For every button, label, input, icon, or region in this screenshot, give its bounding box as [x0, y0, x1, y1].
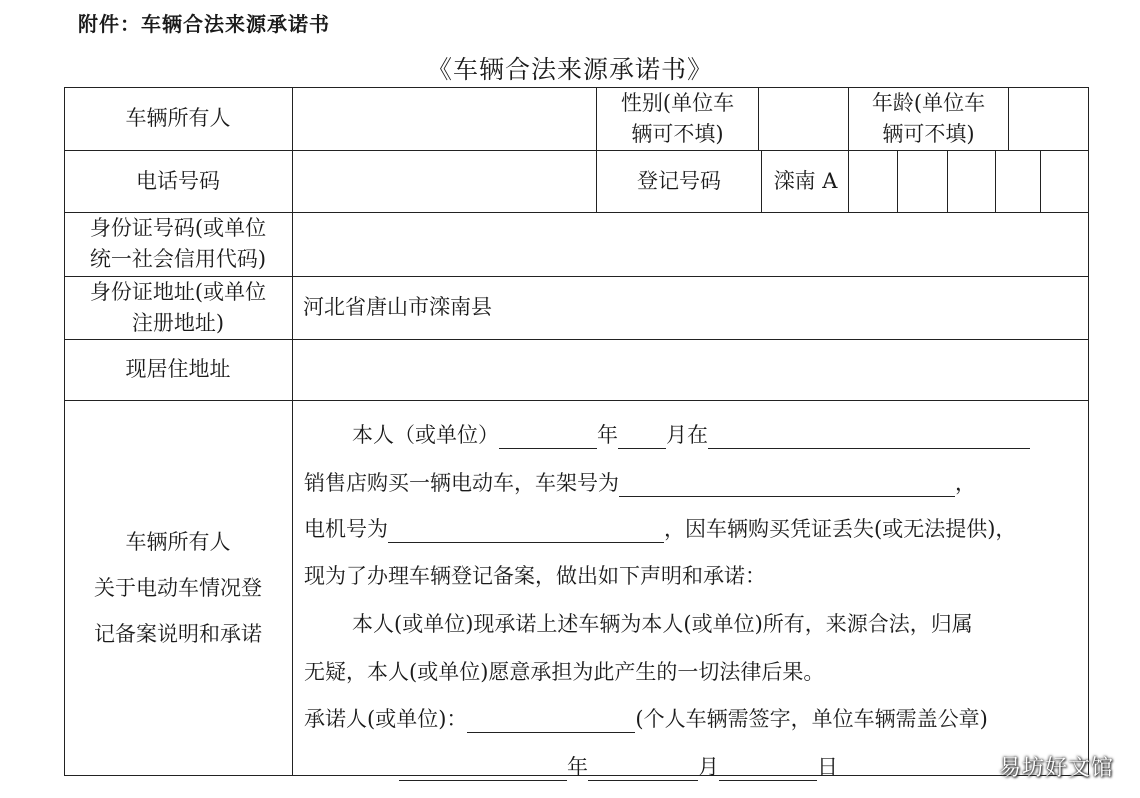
statement-line-2: [304, 467, 976, 497]
phone-label: 电话号码: [136, 168, 220, 193]
id-number-label: [64, 212, 292, 276]
plate-label: 登记号码: [637, 168, 721, 193]
statement-text: (个人车辆需签字，单位车辆需盖公章): [635, 707, 988, 731]
statement-text: ，因车辆购买凭证丢失(或无法提供)，: [664, 517, 1017, 541]
statement-text: 月在: [666, 423, 708, 447]
statement-text: ，: [955, 471, 976, 495]
statement-text: 年: [597, 423, 618, 447]
statement-line-7: [304, 703, 988, 733]
statement-label: [64, 400, 292, 775]
statement-line-4: [304, 560, 766, 590]
frame-number-blank[interactable]: [619, 472, 955, 497]
statement-line-3: [304, 513, 1016, 543]
attachment-heading: 附件：车辆合法来源承诺书: [78, 12, 330, 36]
statement-text: 承诺人(或单位)：: [304, 707, 468, 731]
gender-label-line: 辆可不填): [631, 121, 724, 146]
plate-prefix: 滦南 A: [773, 168, 838, 193]
residence-label: 现居住地址: [125, 357, 231, 381]
statement-text: 销售店购买一辆电动车，车架号为: [304, 471, 619, 495]
plate-digit-box[interactable]: [849, 150, 897, 212]
purchase-month-blank[interactable]: [618, 424, 666, 449]
statement-text: 本人(或单位)现承诺上述车辆为本人(或单位)所有，来源合法，归属: [352, 612, 973, 636]
statement-label-line: 记备案说明和承诺: [94, 621, 262, 646]
date-day-label: 日: [817, 755, 838, 779]
statement-date-line: [399, 751, 838, 781]
id-number-field[interactable]: [293, 212, 1088, 276]
id-address-label-line: 身份证地址(或单位: [89, 279, 267, 304]
plate-digit-box[interactable]: [948, 150, 995, 212]
sign-year-blank[interactable]: [399, 756, 567, 781]
watermark: 易坊好文馆: [998, 756, 1114, 781]
sign-day-blank[interactable]: [719, 756, 817, 781]
statement-text: 现为了办理车辆登记备案，做出如下声明和承诺：: [304, 564, 766, 588]
date-month-label: 月: [698, 755, 719, 779]
id-address-field[interactable]: 河北省唐山市滦南县: [303, 295, 492, 319]
gender-label-line: 性别(单位车: [620, 90, 735, 115]
date-year-label: 年: [567, 755, 588, 779]
gender-value-field[interactable]: [759, 87, 848, 150]
motor-number-blank[interactable]: [388, 518, 664, 543]
gender-label: [597, 87, 758, 150]
dealer-blank[interactable]: [708, 424, 1030, 449]
age-label-line: 辆可不填): [882, 121, 975, 146]
phone-value-field[interactable]: [293, 150, 596, 212]
statement-text: 电机号为: [304, 517, 388, 541]
plate-digit-box[interactable]: [898, 150, 947, 212]
table-border-right: [1088, 87, 1089, 776]
statement-label-line: 关于电动车情况登: [94, 575, 262, 600]
sign-month-blank[interactable]: [588, 756, 698, 781]
owner-label: 车辆所有人: [125, 106, 231, 130]
id-number-label-line: 身份证号码(或单位: [89, 216, 267, 240]
id-address-label: [64, 276, 292, 339]
id-number-label-line: 统一社会信用代码): [89, 247, 267, 271]
statement-line-1: [352, 419, 1030, 449]
signature-blank[interactable]: [467, 708, 635, 733]
statement-line-6: [304, 656, 824, 686]
residence-field[interactable]: [293, 339, 1088, 400]
statement-label-line: 车辆所有人: [125, 529, 231, 554]
age-label: [849, 87, 1008, 150]
purchase-year-blank[interactable]: [499, 424, 597, 449]
plate-digit-box[interactable]: [996, 150, 1040, 212]
plate-digit-box[interactable]: [1041, 150, 1088, 212]
document-title: 《车辆合法来源承诺书》: [426, 55, 713, 84]
owner-value-field[interactable]: [293, 87, 596, 150]
age-label-line: 年龄(单位车: [871, 90, 986, 115]
pledge-form-table: [64, 87, 1089, 779]
statement-line-5: [352, 608, 973, 638]
age-value-field[interactable]: [1009, 87, 1088, 150]
statement-text: 无疑，本人(或单位)愿意承担为此产生的一切法律后果。: [304, 660, 825, 684]
statement-text: 本人（或单位）: [352, 423, 499, 447]
id-address-label-line: 注册地址): [131, 310, 225, 335]
